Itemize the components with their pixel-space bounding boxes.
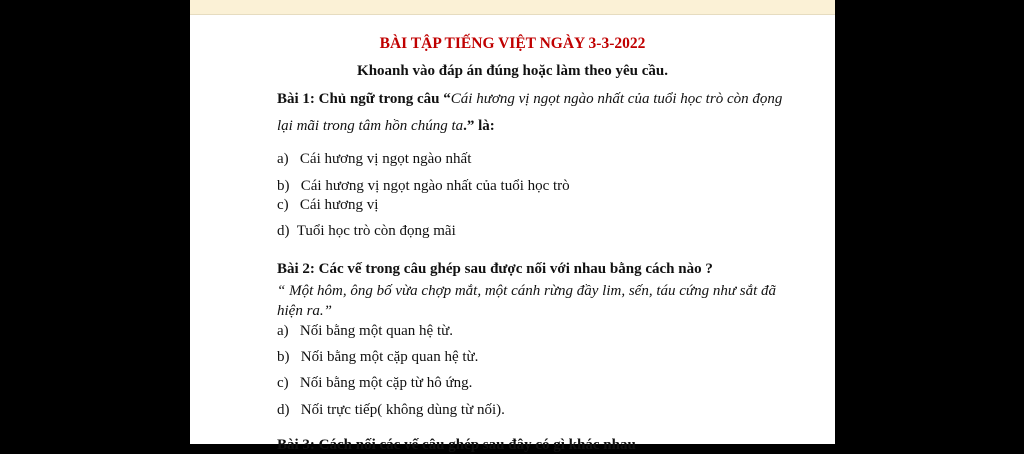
instruction: Khoanh vào đáp án đúng hoặc làm theo yêu cầu. — [357, 63, 668, 79]
q2-line1 — [277, 261, 713, 278]
q3-partial: Bài 3: Cách nối các vế câu ghép sau đây có gì khác nhau — [277, 437, 636, 453]
q2-quote-part2: hiện ra.” — [277, 303, 333, 319]
q1-quote-part1: Cái hương vị ngọt ngào nhất của tuổi học trò còn đọng — [450, 91, 783, 107]
q1-line2 — [277, 118, 495, 135]
document-page — [190, 0, 835, 453]
q1-option-c: c) Cái hương vị — [277, 197, 379, 213]
q1-option-d: d) Tuổi học trò còn đọng mãi — [277, 223, 456, 239]
q1-line1 — [277, 91, 782, 108]
q2-option-c: c) Nối bằng một cặp từ hô ứng. — [277, 375, 473, 391]
q2-option-d: d) Nối trực tiếp( không dùng từ nối). — [277, 402, 505, 418]
page-header-band — [190, 0, 835, 15]
q1-option-b: b) Cái hương vị ngọt ngào nhất của tuổi học trò — [277, 178, 570, 194]
q2-text: Các vế trong câu ghép sau được nối với nhau bằng cách nào ? — [318, 261, 713, 277]
q2-option-a: a) Nối bằng một quan hệ từ. — [277, 323, 454, 339]
q1-option-a: a) Cái hương vị ngọt ngào nhất — [277, 151, 472, 167]
document-title: BÀI TẬP TIẾNG VIỆT NGÀY 3-3-2022 — [379, 35, 646, 52]
q1-tail: .” là: — [463, 118, 495, 134]
q1-quote-part2: lại mãi trong tâm hồn chúng ta — [277, 118, 464, 134]
q2-option-b: b) Nối bằng một cặp quan hệ từ. — [277, 349, 479, 365]
q2-quote-part1: “ Một hôm, ông bố vừa chợp mắt, một cánh rừng đầy lim, sến, táu cứng như sắt đã — [277, 283, 777, 299]
q1-label: Bài 1: — [277, 91, 315, 107]
q2-label: Bài 2: — [277, 261, 315, 277]
q1-lead: Chủ ngữ trong câu “ — [318, 91, 451, 107]
